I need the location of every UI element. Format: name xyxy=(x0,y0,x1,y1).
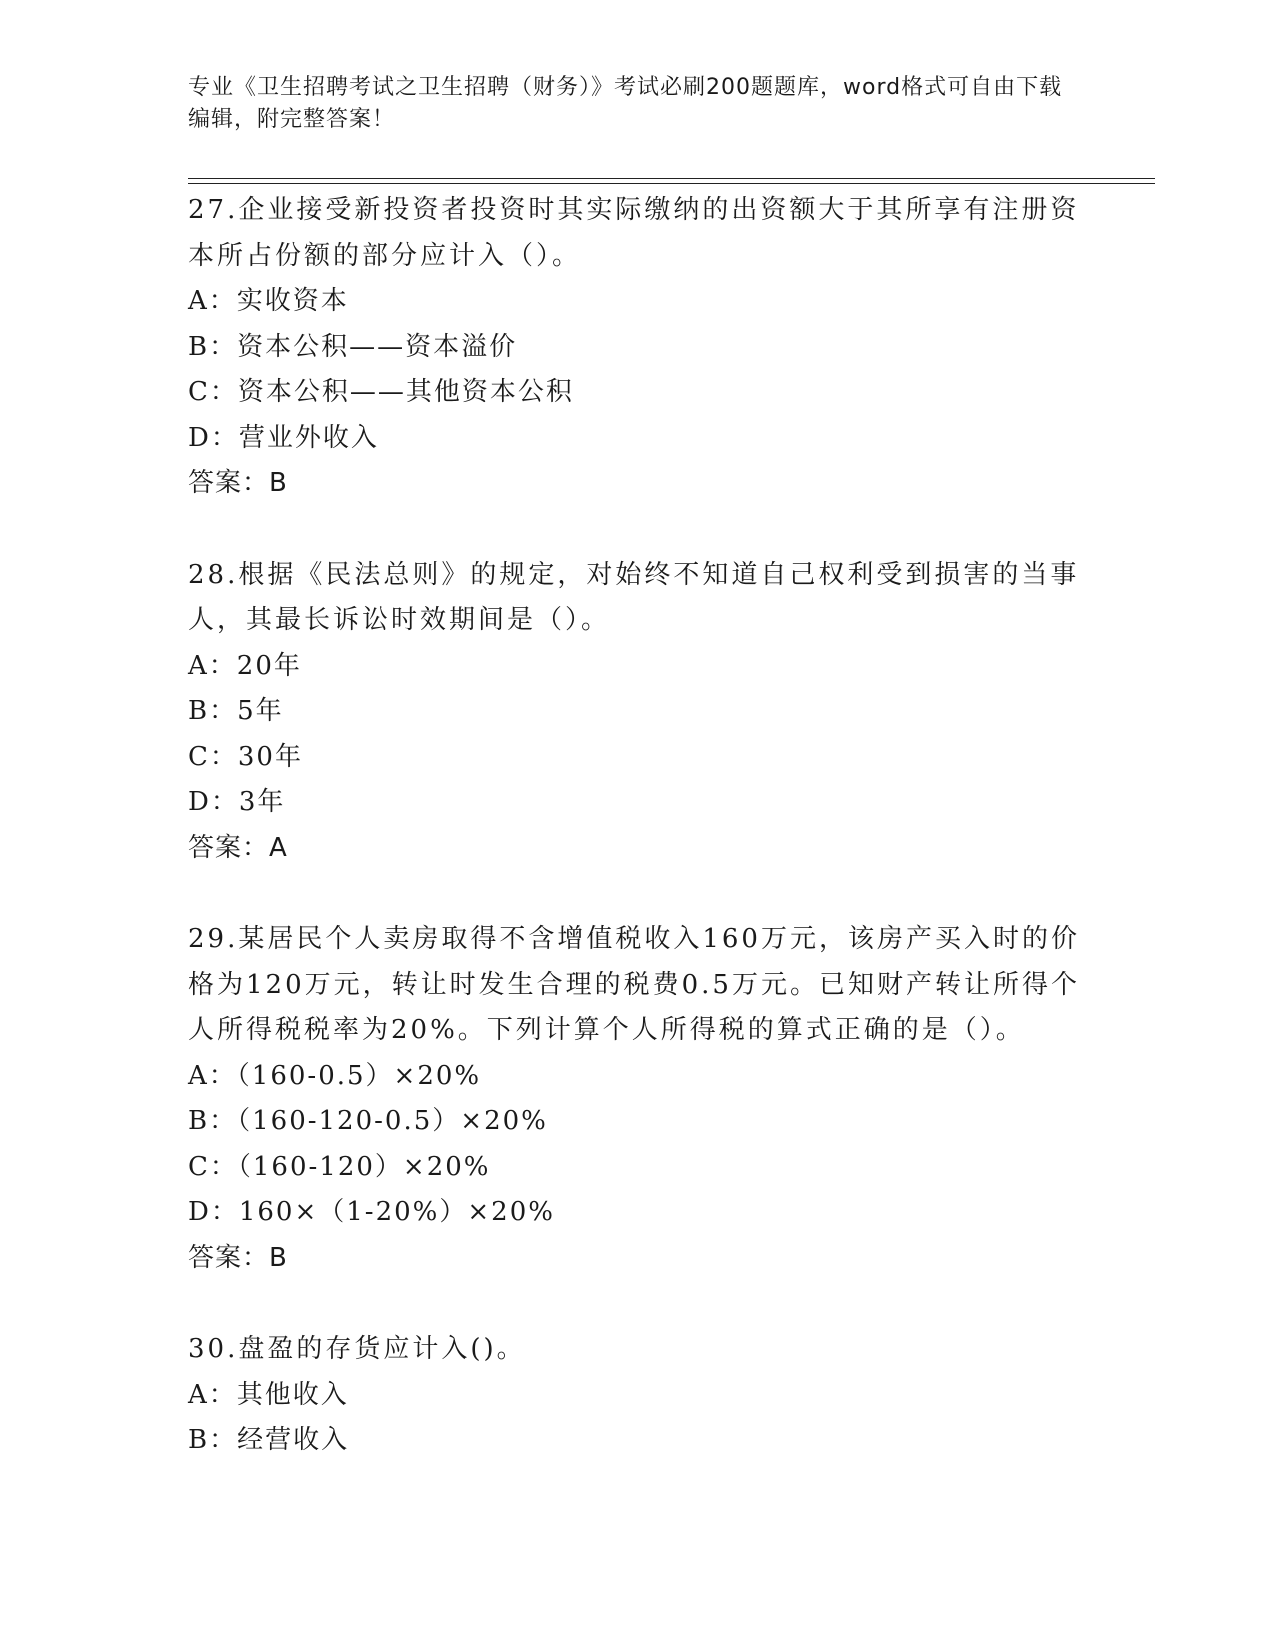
option-c: C：资本公积——其他资本公积 xyxy=(188,377,574,407)
answer: 答案：B xyxy=(188,1242,288,1273)
question-stem: 27.企业接受新投资者投资时其实际缴纳的出资额大于其所享有注册资本所占份额的部分应计入（）。 xyxy=(188,195,1080,271)
option-b: B：（160-120-0.5）×20% xyxy=(188,1106,548,1136)
answer: 答案：A xyxy=(188,832,288,863)
document-header: 专业《卫生招聘考试之卫生招聘（财务）》考试必刷200题题库，word格式可自由下载编辑，附完整答案！ xyxy=(188,75,1063,132)
option-c: C：30年 xyxy=(188,741,303,772)
question-spacer xyxy=(188,1281,1088,1327)
question-spacer xyxy=(188,507,1088,553)
question-30 xyxy=(188,1327,1088,1464)
question-list xyxy=(188,188,1088,1464)
option-d: D：3年 xyxy=(188,787,286,817)
option-d: D：160×（1-20%）×20% xyxy=(188,1197,555,1227)
option-a: A：实收资本 xyxy=(188,286,349,316)
option-a: A：（160-0.5）×20% xyxy=(188,1060,482,1091)
option-d: D：营业外收入 xyxy=(188,422,379,453)
question-stem: 30.盘盈的存货应计入()。 xyxy=(188,1334,526,1364)
option-a: A：其他收入 xyxy=(188,1379,349,1410)
option-b: B：5年 xyxy=(188,696,284,726)
question-29 xyxy=(188,917,1088,1281)
question-28 xyxy=(188,553,1088,872)
question-stem: 28.根据《民法总则》的规定，对始终不知道自己权利受到损害的当事人，其最长诉讼时效期间是（）。 xyxy=(188,559,1080,635)
header-divider-bottom xyxy=(188,183,1155,184)
question-stem: 29.某居民个人卖房取得不含增值税收入160万元，该房产买入时的价格为120万元，转让时发生合理的税费0.5万元。已知财产转让所得个人所得税税率为20%。下列计算个人所得税的算式正确的是（）。 xyxy=(188,924,1080,1045)
question-spacer xyxy=(188,871,1088,917)
option-b: B：资本公积——资本溢价 xyxy=(188,331,518,362)
header-divider-top xyxy=(188,178,1155,179)
question-27 xyxy=(188,188,1088,507)
option-b: B：经营收入 xyxy=(188,1425,350,1455)
answer: 答案：B xyxy=(188,468,288,498)
option-c: C：（160-120）×20% xyxy=(188,1151,491,1182)
option-a: A：20年 xyxy=(188,650,302,681)
